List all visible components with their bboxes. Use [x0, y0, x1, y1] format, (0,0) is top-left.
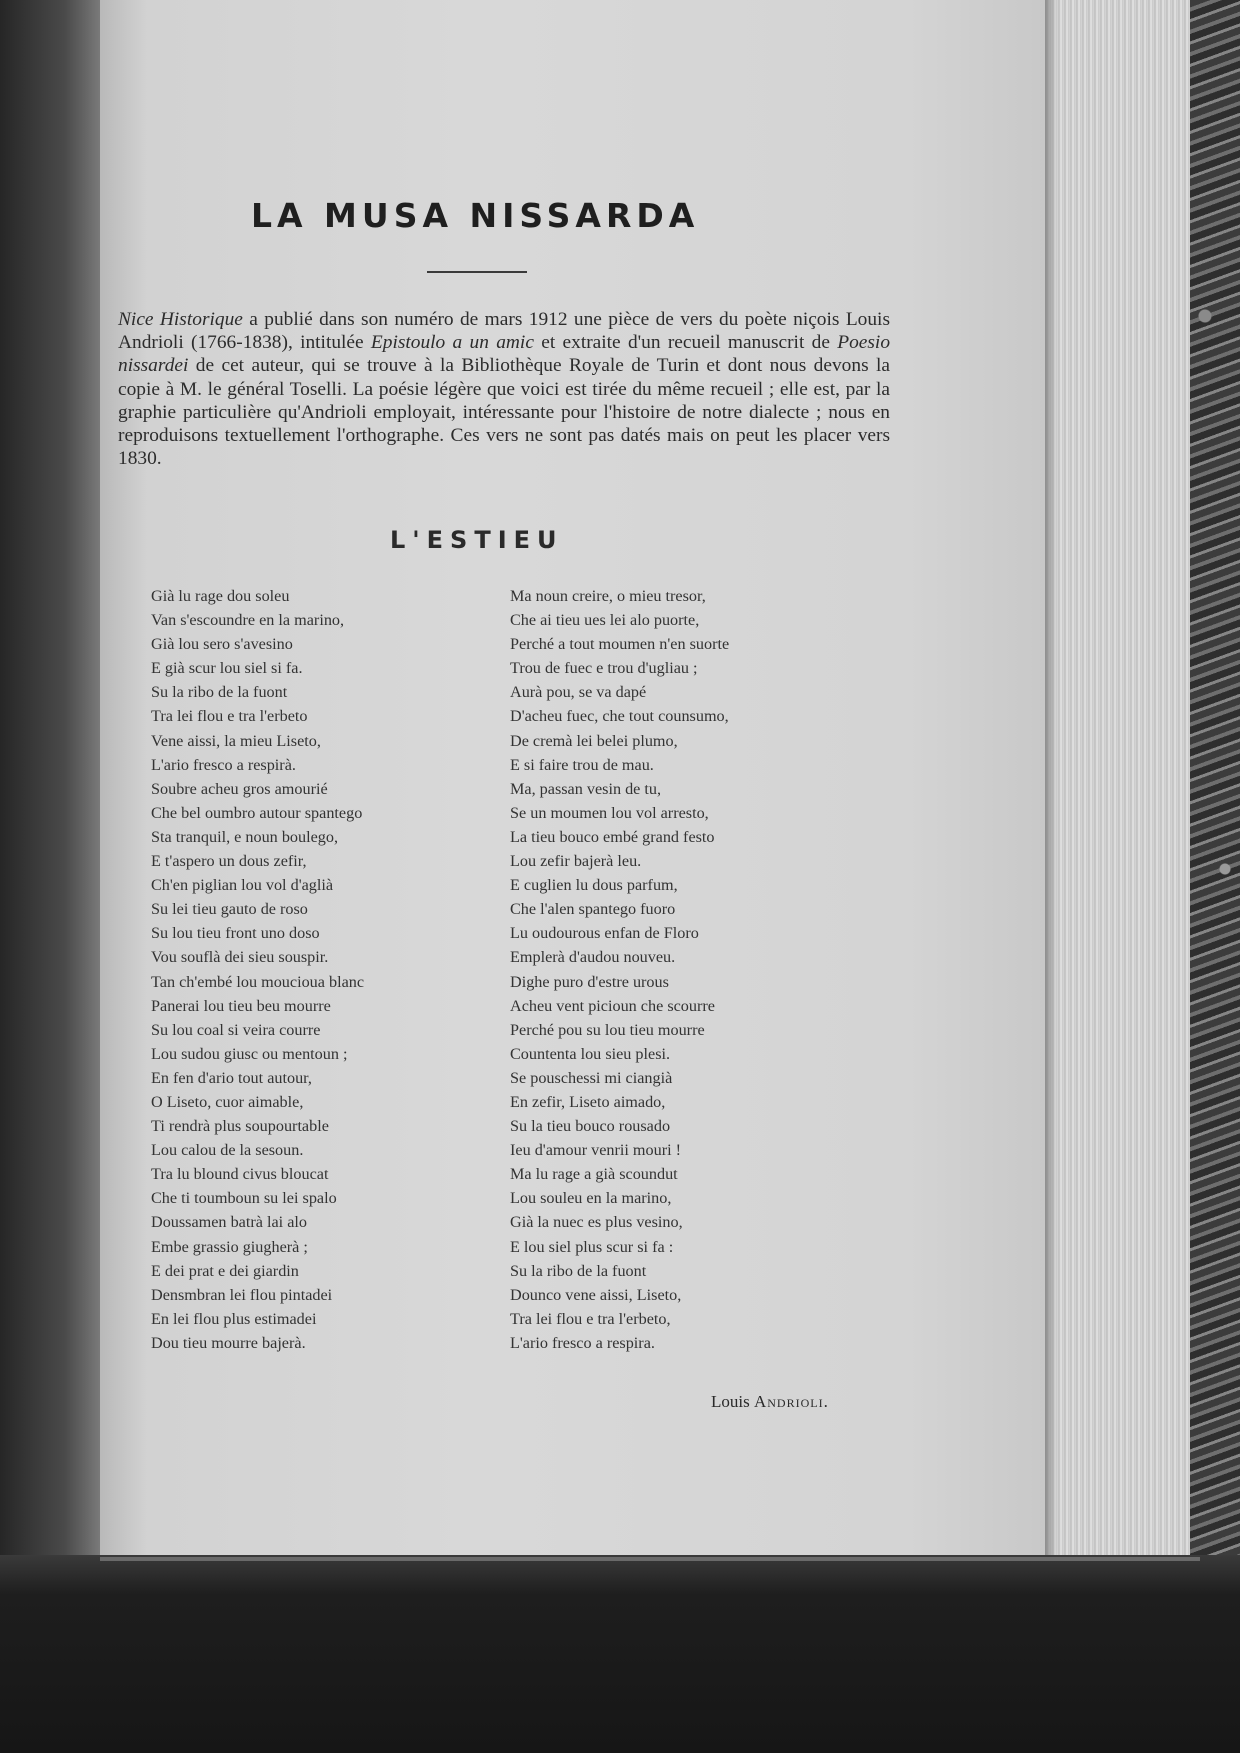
verse-line: Ma, passan vesin de tu,	[510, 779, 662, 798]
verse-line: En fen d'ario tout autour,	[151, 1068, 312, 1087]
author-signature	[711, 1392, 829, 1412]
verse-line: Che bel oumbro autour spantego	[151, 803, 363, 822]
verse-line: Su lou tieu front uno doso	[151, 924, 320, 943]
verse-line: Su lei tieu gauto de roso	[151, 900, 308, 919]
verse-line: Countenta lou sieu plesi.	[510, 1044, 671, 1063]
verse-line: Perché a tout moumen n'en suorte	[510, 635, 730, 654]
verse-line: Densmbran lei flou pintadei	[151, 1285, 333, 1304]
verse-line: Ti rendrà plus soupourtable	[151, 1117, 329, 1136]
verse-line: Dighe puro d'estre urous	[510, 972, 669, 991]
verse-line: Doussamen batrà lai alo	[151, 1213, 307, 1232]
verse-line: Lou souleu en la marino,	[510, 1189, 672, 1208]
verse-line: Su la tieu bouco rousado	[510, 1117, 671, 1136]
verse-line: Se pouschessi mi ciangià	[510, 1068, 673, 1087]
verse-line: Che l'alen spantego fuoro	[510, 900, 676, 919]
verse-line: Lu oudourous enfan de Floro	[510, 924, 699, 943]
verse-line: Tra lu blound civus bloucat	[151, 1165, 329, 1184]
intro-paragraph	[118, 308, 890, 470]
verse-line: Dounco vene aissi, Liseto,	[510, 1285, 682, 1304]
verse-line: Soubre acheu gros amourié	[151, 779, 328, 798]
verse-line: O Liseto, cuor aimable,	[151, 1092, 304, 1111]
verse-line: Già lu rage dou soleu	[151, 587, 290, 605]
verse-line: Se un moumen lou vol arresto,	[510, 803, 709, 822]
verse-line: Tra lei flou e tra l'erbeto	[151, 707, 308, 726]
verse-line: Su la ribo de la fuont	[510, 1261, 647, 1280]
verse-line: Perché pou su lou tieu mourre	[510, 1020, 705, 1039]
verse-line: Trou de fuec e trou d'ugliau ;	[510, 659, 698, 678]
verse-line: Aurà pou, se va dapé	[510, 683, 647, 702]
poem-right-column	[510, 584, 729, 1355]
intro-text-2: et extraite d'un recueil manuscrit de	[533, 332, 838, 354]
signature-last-name: Andrioli.	[753, 1392, 829, 1411]
verse-line: Già la nuec es plus vesino,	[510, 1213, 683, 1232]
verse-line: De cremà lei belei plumo,	[510, 731, 678, 750]
verse-line: Lou calou de la sesoun.	[151, 1141, 304, 1160]
verse-line: Vou souflà dei sieu souspir.	[151, 948, 329, 967]
verse-line: E cuglien lu dous parfum,	[510, 876, 678, 895]
verse-line: En zefir, Liseto aimado,	[510, 1092, 666, 1111]
verse-line: Su lou coal si veira courre	[151, 1020, 321, 1039]
verse-line: Lou zefir bajerà leu.	[510, 852, 642, 871]
verse-line: Che ai tieu ues lei alo puorte,	[510, 611, 700, 630]
poem-left-column	[151, 584, 364, 1355]
page-title: LA MUSA NISSARDA	[251, 196, 700, 235]
verse-line: Panerai lou tieu beu mourre	[151, 996, 331, 1015]
poem-title: L'ESTIEU	[390, 526, 564, 554]
verse-line: Sta tranquil, e noun boulego,	[151, 827, 339, 846]
title-rule	[427, 271, 527, 273]
signature-first-name: Louis	[711, 1392, 750, 1411]
verse-line: Ieu d'amour venrii mouri !	[510, 1141, 682, 1160]
verse-line: E lou siel plus scur si fa :	[510, 1237, 674, 1256]
intro-publication: Nice Historique	[118, 309, 243, 330]
verse-line: Che ti toumboun su lei spalo	[151, 1189, 337, 1208]
verse-line: Vene aissi, la mieu Liseto,	[151, 731, 321, 750]
verse-line: E dei prat e dei giardin	[151, 1261, 299, 1280]
verse-line: Ma lu rage a già scoundut	[510, 1165, 678, 1184]
verse-line: E si faire trou de mau.	[510, 755, 654, 774]
verse-line: Tra lei flou e tra l'erbeto,	[510, 1309, 671, 1328]
verse-line: L'ario fresco a respirà.	[151, 755, 296, 774]
intro-text-3: de cet auteur, qui se trouve à la Bibliothèque Royale de Turin et dont nous devons la copie à M. le général Toselli. La poésie légère que voici est tirée du même recueil ; elle est, par la graphie particulière qu'Andrioli employait, intéressante pour l'histoire de notre dialecte ; nous en reproduisons textuellement l'orthographe. Ces vers ne sont pas datés mais on peut les placer vers 1830.	[118, 355, 890, 470]
verse-line: Van s'escoundre en la marino,	[151, 611, 345, 630]
verse-line: La tieu bouco embé grand festo	[510, 827, 715, 846]
intro-collection: Poesio nissardei	[118, 332, 891, 377]
verse-line: E già scur lou siel si fa.	[151, 659, 303, 678]
verse-line: Tan ch'embé lou moucioua blanc	[151, 972, 365, 991]
scan-background-bottom	[0, 1555, 1240, 1753]
verse-line: Dou tieu mourre bajerà.	[151, 1333, 306, 1352]
verse-line: Ch'en piglian lou vol d'aglià	[151, 876, 334, 895]
verse-line: L'ario fresco a respira.	[510, 1333, 655, 1352]
verse-line: En lei flou plus estimadei	[151, 1309, 317, 1328]
verse-line: Embe grassio giugherà ;	[151, 1237, 308, 1256]
verse-line: Acheu vent picioun che scourre	[510, 996, 715, 1015]
verse-line: Già lou sero s'avesino	[151, 635, 293, 654]
verse-line: Emplerà d'audou nouveu.	[510, 948, 676, 967]
verse-line: Lou sudou giusc ou mentoun ;	[151, 1044, 348, 1063]
intro-poem-title: Epistoulo a un amic	[370, 332, 534, 354]
verse-line: Su la ribo de la fuont	[151, 683, 288, 702]
intro-text-1: a publié dans son numéro de mars 1912 une pièce de vers du poète niçois Louis Andrioli (1766-1838), intitulée	[118, 309, 890, 354]
verse-line: D'acheu fuec, che tout counsumo,	[510, 707, 729, 726]
verse-line: Ma noun creire, o mieu tresor,	[510, 587, 706, 605]
verse-line: E t'aspero un dous zefir,	[151, 852, 307, 871]
